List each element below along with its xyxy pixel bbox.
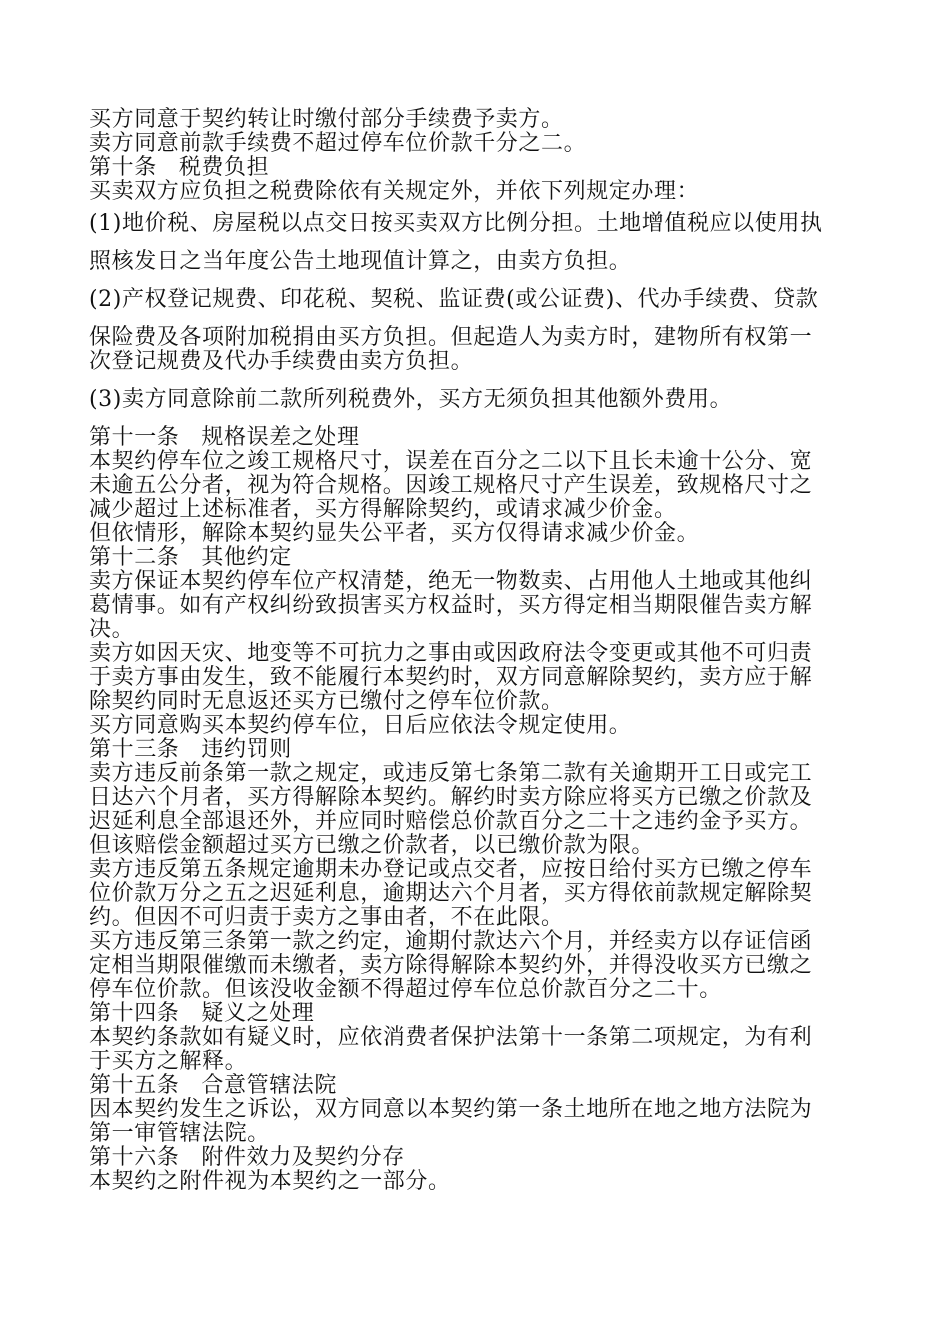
paragraph-line: 卖方保证本契约停车位产权清楚，绝无一物数卖、占用他人土地或其他纠 [89,569,813,594]
paragraph-line: 买卖双方应负担之税费除依有关规定外，并依下列规定办理： [89,179,700,204]
paragraph-line: 本契约停车位之竣工规格尺寸，误差在百分之二以下且长未逾十公分、宽 [89,449,813,474]
paragraph-line: 本契约条款如有疑义时，应依消费者保护法第十一条第二项规定，为有利 [89,1025,813,1050]
article-number: 第十六条 [89,1145,180,1170]
paragraph-line: 本契约之附件视为本契约之一部分。 [89,1169,451,1194]
article-heading [89,1074,869,1098]
article-title: 违约罚则 [201,737,292,762]
paragraph-line: 卖方同意前款手续费不超过停车位价款千分之二。 [89,131,587,156]
article-number: 第十三条 [89,737,180,762]
article-heading [89,1146,869,1170]
paragraph-line: 未逾五公分者，视为符合规格。因竣工规格尺寸产生误差，致规格尺寸之 [89,473,813,498]
paragraph-line: 于卖方事由发生，致不能履行本契约时，双方同意解除契约，卖方应于解 [89,665,813,690]
paragraph-line: 减少超过上述标准者，买方得解除契约，或请求减少价金。 [89,497,677,522]
paragraph-line: 但该赔偿金额超过买方已缴之价款者，以已缴价款为限。 [89,833,655,858]
list-item-line: 保险费及各项附加税捐由买方负担。但起造人为卖方时，建物所有权第一 [89,325,813,350]
article-heading [89,738,869,762]
article-number: 第十二条 [89,545,180,570]
article-heading [89,156,869,180]
list-item-line: (2)产权登记规费、印花税、契税、监证费(或公证费)、代办手续费、贷款 [89,287,819,312]
article-title: 合意管辖法院 [201,1073,338,1098]
article-heading [89,1002,869,1026]
paragraph-line: 卖方违反第五条规定逾期未办登记或点交者，应按日给付买方已缴之停车 [89,857,813,882]
article-number: 第十五条 [89,1073,180,1098]
paragraph-line: 卖方违反前条第一款之规定，或违反第七条第二款有关逾期开工日或完工 [89,761,813,786]
paragraph-line: 买方违反第三条第一款之约定，逾期付款达六个月，并经卖方以存证信函 [89,929,813,954]
list-item-line: 次登记规费及代办手续费由卖方负担。 [89,349,474,374]
list-item-line: (1)地价税、房屋税以点交日按买卖双方比例分担。土地增值税应以使用执 [89,211,823,236]
article-number: 第十条 [89,155,157,180]
article-number: 第十四条 [89,1001,180,1026]
article-title: 税费负担 [178,155,270,180]
article-title: 其他约定 [201,545,292,570]
article-heading [89,426,869,450]
article-title: 规格误差之处理 [201,425,360,450]
paragraph-line: 迟延利息全部退还外，并应同时赔偿总价款百分之二十之违约金予买方。 [89,809,813,834]
paragraph-line: 日达六个月者，买方得解除本契约。解约时卖方除应将买方已缴之价款及 [89,785,813,810]
article-number: 第十一条 [89,425,180,450]
document-page [89,108,869,1194]
paragraph-line: 买方同意于契约转让时缴付部分手续费予卖方。 [89,107,564,132]
paragraph-line: 决。 [89,617,135,642]
paragraph-line: 位价款万分之五之迟延利息，逾期达六个月者，买方得依前款规定解除契 [89,881,813,906]
paragraph-line: 但依情形，解除本契约显失公平者，买方仅得请求减少价金。 [89,521,700,546]
paragraph-line: 于买方之解释。 [89,1049,248,1074]
paragraph-line: 葛情事。如有产权纠纷致损害买方权益时，买方得定相当期限催告卖方解 [89,593,813,618]
paragraph-line: 除契约同时无息返还买方已缴付之停车位价款。 [89,689,564,714]
article-title: 附件效力及契约分存 [201,1145,405,1170]
paragraph-line: 定相当期限催缴而未缴者，卖方除得解除本契约外，并得没收买方已缴之 [89,953,813,978]
paragraph-line: 约。但因不可归责于卖方之事由者，不在此限。 [89,905,564,930]
paragraph-line: 因本契约发生之诉讼，双方同意以本契约第一条土地所在地之地方法院为 [89,1097,813,1122]
paragraph-line: 停车位价款。但该没收金额不得超过停车位总价款百分之二十。 [89,977,722,1002]
article-heading [89,546,869,570]
paragraph-line: 买方同意购买本契约停车位，日后应依法令规定使用。 [89,713,632,738]
article-title: 疑义之处理 [201,1001,315,1026]
list-item-line: 照核发日之当年度公告土地现值计算之，由卖方负担。 [89,249,632,274]
list-item-line: (3)卖方同意除前二款所列税费外，买方无须负担其他额外费用。 [89,387,733,412]
paragraph-line: 第一审管辖法院。 [89,1121,270,1146]
paragraph-line: 卖方如因天灾、地变等不可抗力之事由或因政府法令变更或其他不可归责 [89,641,813,666]
